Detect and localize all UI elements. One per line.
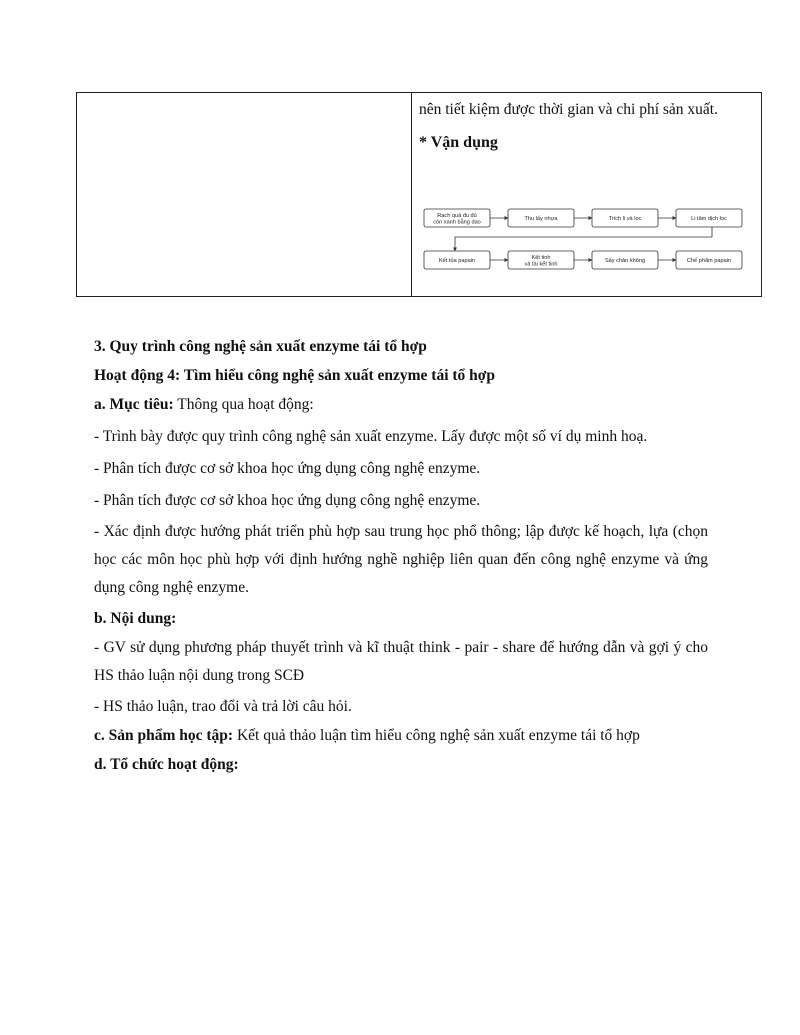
flow-step-4 xyxy=(676,209,742,227)
flow-step-1 xyxy=(424,209,490,227)
activity-title: Hoạt động 4: Tìm hiểu công nghệ sản xuất enzyme tái tổ hợp xyxy=(94,367,496,384)
section-content xyxy=(94,336,708,776)
objective-item-4: - Xác định được hướng phát triển phù hợp sau trung học phổ thông; lập được kế hoạch, lựa (chọn học các môn học phù hợp với định hướng nghề nghiệp liên quan đến công nghệ enzyme và ứng dụng công nghệ enzyme. xyxy=(94,523,708,596)
papain-flowchart xyxy=(417,201,757,281)
flow-step-2 xyxy=(508,209,574,227)
flow-step-label: Sấy chân không xyxy=(604,258,646,264)
flow-step-label: Li tâm dịch lọc xyxy=(691,216,727,222)
product-label: c. Sản phẩm học tập: xyxy=(94,727,234,744)
flow-step-5 xyxy=(424,251,490,269)
objective-item-3: - Phân tích được cơ sở khoa học ứng dụng công nghệ enzyme. xyxy=(94,492,481,509)
flowchart-svg xyxy=(417,201,757,281)
flow-step-label: Kết tinh và tái kết tinh xyxy=(524,254,558,268)
lesson-table xyxy=(76,92,762,297)
van-dung-heading: * Vận dụng xyxy=(419,134,498,151)
objective-intro: Thông qua hoạt động: xyxy=(173,396,314,413)
flow-step-7 xyxy=(592,251,658,269)
section-title: 3. Quy trình công nghệ sản xuất enzyme tái tổ hợp xyxy=(94,338,427,355)
flow-step-8 xyxy=(676,251,742,269)
flow-step-label: Trích li và lọc xyxy=(608,216,642,222)
flowchart-connectors xyxy=(455,218,712,260)
content-heading: b. Nội dung: xyxy=(94,610,177,627)
product-paragraph xyxy=(94,722,708,750)
table-column-divider xyxy=(411,93,412,296)
content-item-2: - HS thảo luận, trao đổi và trả lời câu hỏi. xyxy=(94,698,352,715)
flow-step-label: Chế phẩm papain xyxy=(686,258,732,264)
organization-heading: d. Tổ chức hoạt động: xyxy=(94,756,239,773)
table-right-cell xyxy=(419,97,755,154)
flow-step-3 xyxy=(592,209,658,227)
objective-label: a. Mục tiêu: xyxy=(94,396,174,413)
objective-heading xyxy=(94,394,708,416)
flow-step-label: Thu lấy nhựa xyxy=(524,216,558,222)
flow-step-label: Kết tủa papain xyxy=(438,258,476,264)
product-text: Kết quả thảo luận tìm hiểu công nghệ sản xuất enzyme tái tổ hợp xyxy=(233,727,640,744)
continuation-text: nên tiết kiệm được thời gian và chi phí sản xuất. xyxy=(419,101,718,118)
flow-step-6 xyxy=(508,251,574,269)
flow-step-label: Rạch quả đu đủ còn xanh bằng dao xyxy=(433,212,481,226)
content-item-1: - GV sử dụng phương pháp thuyết trình và kĩ thuật think - pair - share để hướng dẫn và gợi ý cho HS thảo luận nội dung trong SCĐ xyxy=(94,639,708,684)
objective-item-2: - Phân tích được cơ sở khoa học ứng dụng công nghệ enzyme. xyxy=(94,460,481,477)
objective-item-1: - Trình bày được quy trình công nghệ sản xuất enzyme. Lấy được một số ví dụ minh hoạ. xyxy=(94,428,648,445)
